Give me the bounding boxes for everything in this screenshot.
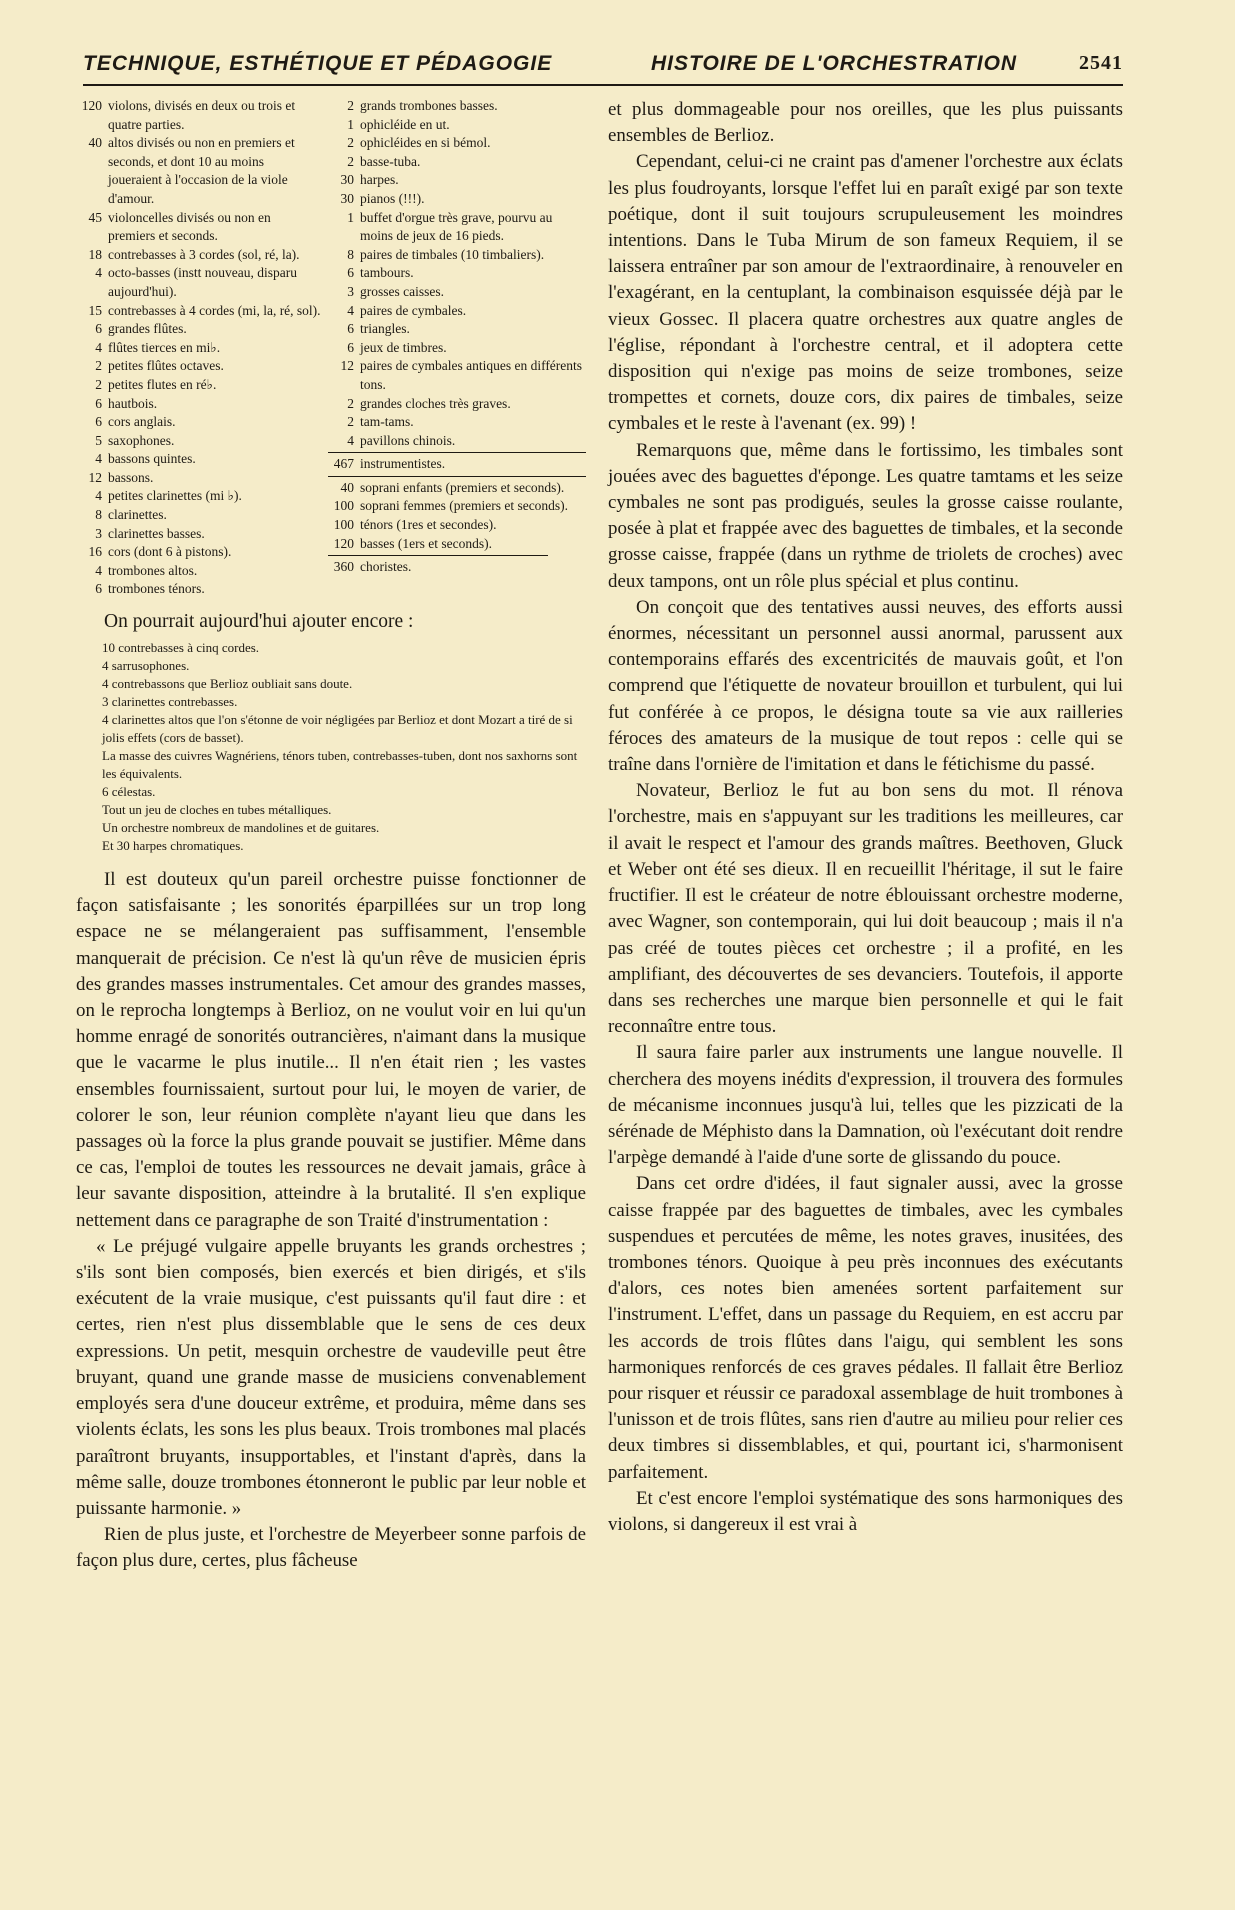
instrument-count: 6 — [347, 321, 354, 337]
instrument-name: grosses caisses. — [360, 283, 444, 299]
instrument-item — [328, 320, 586, 339]
instrument-name: petites flutes en ré♭. — [108, 376, 217, 392]
instrument-list-right — [328, 97, 586, 599]
instrument-name: clarinettes. — [108, 507, 167, 523]
instrument-name: violons, divisés en deux ou trois et quatre parties. — [108, 98, 296, 132]
instrument-item — [328, 153, 586, 172]
instrument-count: 45 — [88, 209, 102, 225]
instrument-item — [76, 525, 321, 544]
instrument-name: triangles. — [360, 321, 410, 337]
choir-total-count: 360 — [333, 559, 354, 575]
instrument-name: grandes cloches très graves. — [360, 395, 511, 411]
addition-item: 3 clarinettes contrebasses. — [102, 694, 238, 710]
left-body-text — [76, 867, 586, 1574]
instrument-name: bassons quintes. — [108, 451, 196, 467]
instrument-name: basses (1ers et seconds). — [360, 535, 492, 551]
choir-total-label: choristes. — [360, 559, 412, 575]
instrument-name: cors anglais. — [108, 414, 176, 430]
instrument-item — [76, 450, 321, 469]
instrument-item — [76, 580, 321, 599]
instrument-name: cors (dont 6 à pistons). — [108, 544, 232, 560]
addition-item: 10 contrebasses à cinq cordes. — [102, 640, 260, 656]
instrument-count: 2 — [95, 358, 102, 374]
instrument-item — [328, 116, 586, 135]
instrument-count: 6 — [95, 395, 102, 411]
instrument-name: flûtes tierces en mi♭. — [108, 339, 221, 355]
instrument-count: 12 — [340, 358, 354, 374]
instrument-item — [328, 264, 586, 283]
instrument-list-left — [76, 97, 321, 599]
instrument-count: 2 — [347, 153, 354, 169]
choir-total — [328, 558, 586, 577]
addition-item: La masse des cuivres Wagnériens, ténors tuben, contrebasses-tuben, dont nos saxhorns sont les équivalents. — [102, 748, 578, 782]
paragraph: « Le préjugé vulgaire appelle bruyants les grands orchestres ; s'ils sont bien composés, bien exercés et bien dirigés, et s'ils exécutent de la vraie musique, c'est puissants qu'il faut dire : et certes, rien n'est plus dissemblable que le sens de ces deux expressions. Un petit, mesquin orchestre de vaudeville peut être bruyant, quand une grande masse de musiciens convenablement employés sera d'une douceur extrême, et produira, même dans ses violents éclats, les sons les plus beaux. Trois trombones mal placés paraîtront bruyants, insupportables, et l'instant d'après, dans la même salle, douze trombones étonneront le public par leur noble et puissante harmonie. » — [76, 1235, 586, 1519]
instrument-count: 2 — [347, 414, 354, 430]
instrument-item — [328, 432, 586, 451]
total-rule — [328, 452, 586, 453]
instrument-item — [76, 562, 321, 581]
instrument-count: 2 — [347, 395, 354, 411]
running-header — [83, 52, 1123, 80]
instrument-item — [328, 339, 586, 358]
instrument-item — [328, 246, 586, 265]
instrument-item — [76, 357, 321, 376]
instrument-item — [328, 97, 586, 116]
instrument-item — [76, 395, 321, 414]
instrument-name: paires de cymbales. — [360, 302, 467, 318]
instrument-name: contrebasses à 4 cordes (mi, la, ré, sol). — [108, 302, 321, 318]
paragraph: Et c'est encore l'emploi systématique des sons harmoniques des violons, si dangereux il est vrai à — [608, 1487, 1123, 1535]
instrument-count: 4 — [347, 432, 354, 448]
total-label: instrumentistes. — [360, 456, 446, 472]
instrument-count: 100 — [333, 517, 354, 533]
instrument-name: altos divisés ou non en premiers et seconds, et dont 10 au moins joueraient à l'occasion de la viole d'amour. — [108, 135, 295, 206]
instrument-item — [76, 134, 321, 208]
instrument-item — [76, 432, 321, 451]
addition-item: 4 contrebassons que Berlioz oubliait sans doute. — [102, 676, 353, 692]
instrument-name: basse-tuba. — [360, 153, 421, 169]
instrument-item — [328, 497, 586, 516]
header-rule — [83, 84, 1123, 86]
instrument-item — [76, 264, 321, 301]
instrument-name: paires de cymbales antiques en différents tons. — [360, 358, 583, 392]
paragraph: Rien de plus juste, et l'orchestre de Meyerbeer sonne parfois de façon plus dure, certes, plus fâcheuse — [76, 1524, 586, 1572]
paragraph: Dans cet ordre d'idées, il faut signaler aussi, avec la grosse caisse frappée par des baguettes de timbales, avec les cymbales suspendues et percutées de même, les notes graves, inusitées, des trombones ténors. Quoique à peu près inconnues des exécutants d'alors, ces notes bien amenées sortent parfaitement sur l'instrument. L'effet, dans un passage du Requiem, en est accru par les accords de trois flûtes dans l'aigu, qui semblent les sons harmoniques renforcés de ces graves pédales. Il fallait être Berlioz pour risquer et réussir ce paradoxal assemblage de huit trombones à l'unisson et de trois flûtes, sans rien d'autre au milieu pour relier ces deux timbres si dissemblables, et qui, pourtant ici, s'harmonisent parfaitement. — [608, 1173, 1123, 1483]
instrument-item — [328, 535, 586, 554]
instrument-count: 4 — [95, 339, 102, 355]
additions-intro: On pourrait aujourd'hui ajouter encore : — [104, 611, 414, 633]
instrument-name: contrebasses à 3 cordes (sol, ré, la). — [108, 246, 300, 262]
paragraph: Cependant, celui-ci ne craint pas d'amener l'orchestre aux éclats les plus foudroyants, lorsque l'effet lui en paraît exigé par son texte poétique, dont il suit toujours scrupuleusement les moindres intentions. Dans le Tuba Mirum de son fameux Requiem, il se laissera entraîner par son amour de l'extraordinaire, à renouveler en l'exagérant, en la centuplant, la combinaison esquissée déjà par le vieux Gossec. Il placera quatre orchestres aux quatre angles de l'église, répondant à l'orchestre central, et il adoptera cette disposition qui n'exige pas moins de seize trombones, seize trompettes et cornets, douze cors, dix paires de timbales, seize cymbales et le reste à l'avenant (ex. 99) ! — [608, 151, 1123, 435]
right-body-text — [608, 97, 1123, 1538]
instrument-count: 12 — [88, 469, 102, 485]
instrument-item — [328, 413, 586, 432]
instrument-name: violoncelles divisés ou non en premiers et seconds. — [108, 209, 271, 244]
total-count: 467 — [333, 456, 354, 472]
instrument-name: clarinettes basses. — [108, 525, 205, 541]
instrument-name: pavillons chinois. — [360, 432, 456, 448]
instrument-item — [76, 209, 321, 246]
instrument-count: 30 — [340, 172, 354, 188]
instrument-item — [328, 395, 586, 414]
instrument-name: soprani enfants (premiers et seconds). — [360, 479, 565, 495]
instrument-name: pianos (!!!). — [360, 190, 425, 206]
instrument-count: 8 — [95, 507, 102, 523]
instrument-item — [76, 469, 321, 488]
instrument-count: 4 — [95, 488, 102, 504]
choir-total-rule — [328, 555, 548, 556]
instrument-name: tambours. — [360, 265, 414, 281]
paragraph: Il saura faire parler aux instruments une langue nouvelle. Il cherchera des moyens inédits d'expression, il trouvera des formules de mécanisme inconnues jusqu'à lui, telles que les pizzicati de la sérénade de Méphisto dans la Damnation, où l'exécutant doit rendre l'arpège demandé à l'aide d'une sorte de glissando du pouce. — [608, 1042, 1123, 1169]
instrument-item — [76, 97, 321, 134]
choir-rule — [328, 476, 586, 477]
addition-item: Et 30 harpes chromatiques. — [102, 838, 244, 854]
instrument-count: 2 — [347, 98, 354, 113]
paragraph: Novateur, Berlioz le fut au bon sens du mot. Il rénova l'orchestre, mais en s'appuyant sur les traditions les meilleures, car il avait le respect et l'amour des grands maîtres. Beethoven, Gluck et Weber ont été ses dieux. Il en recueillit l'héritage, il sut le faire fructifier. Il est le créateur de notre éblouissant orchestre moderne, avec Wagner, son contemporain, qui lui doit beaucoup ; mais il n'a pas créé de toutes pièces cet orchestre ; il a profité, en les amplifiant, des découvertes de ses devanciers. Toutefois, il apporte dans ses recherches une marque bien personnelle et qui le fait reconnaître entre tous. — [608, 780, 1123, 1038]
instrument-count: 6 — [95, 581, 102, 597]
instrument-count: 6 — [95, 414, 102, 430]
instrument-item — [328, 357, 586, 394]
additions-list — [76, 639, 586, 855]
instrument-name: petites flûtes octaves. — [108, 358, 224, 374]
instrument-item — [76, 246, 321, 265]
instrument-name: paires de timbales (10 timbaliers). — [360, 246, 545, 262]
instrument-count: 1 — [347, 116, 354, 132]
instrument-item — [76, 339, 321, 358]
instrument-count: 15 — [88, 302, 102, 318]
addition-item: Un orchestre nombreux de mandolines et de guitares. — [102, 820, 380, 836]
instrument-item — [76, 320, 321, 339]
instrument-count: 6 — [347, 265, 354, 281]
instrument-item — [76, 543, 321, 562]
instrument-count: 3 — [347, 283, 354, 299]
instrument-name: grandes flûtes. — [108, 321, 187, 337]
instrument-count: 1 — [347, 209, 354, 225]
right-column — [608, 97, 1123, 1538]
instrument-count: 40 — [340, 479, 354, 495]
instrument-name: hautbois. — [108, 395, 158, 411]
instrument-count: 2 — [95, 376, 102, 392]
instrument-item — [328, 209, 586, 246]
instrument-name: buffet d'orgue très grave, pourvu au moins de jeux de 16 pieds. — [360, 209, 553, 244]
instrument-count: 4 — [347, 302, 354, 318]
instrument-count: 40 — [88, 135, 102, 151]
instrument-table — [76, 97, 586, 599]
header-left-title: TECHNIQUE, ESTHÉTIQUE ET PÉDAGOGIE — [83, 52, 553, 75]
page-number: 2541 — [1079, 52, 1123, 74]
instrument-name: ophicléide en ut. — [360, 116, 450, 132]
instrument-count: 8 — [347, 246, 354, 262]
instrument-name: jeux de timbres. — [360, 339, 447, 355]
instrument-item — [76, 506, 321, 525]
instrument-name: harpes. — [360, 172, 399, 188]
instrument-item — [328, 516, 586, 535]
instrument-count: 4 — [95, 562, 102, 578]
instrument-count: 6 — [95, 321, 102, 337]
instrument-count: 3 — [95, 525, 102, 541]
instrument-count: 30 — [340, 190, 354, 206]
addition-item: 4 clarinettes altos que l'on s'étonne de voir négligées par Berlioz et dont Mozart a tiré de si jolis effets (cors de basset). — [102, 712, 573, 746]
instrument-name: bassons. — [108, 469, 154, 485]
addition-item: 6 célestas. — [102, 784, 156, 800]
instrument-item — [76, 487, 321, 506]
instrument-item — [328, 134, 586, 153]
instrument-count: 2 — [347, 135, 354, 151]
instrument-item — [328, 171, 586, 190]
instrument-count: 16 — [88, 544, 102, 560]
instrument-count: 120 — [81, 98, 102, 113]
paragraph: Il est douteux qu'un pareil orchestre puisse fonctionner de façon satisfaisante ; les sonorités éparpillées sur un trop long espace ne se mélangeraient pas suffisamment, l'ensemble manquerait de précision. Ce n'est là qu'un rêve de musicien épris des grandes masses instrumentales. Cet amour des grandes masses, on le reprocha longtemps à Berlioz, on ne voulut voir en lui qu'un homme enragé de sonorités outrancières, n'aimant dans la musique que le vacarme le plus inutile... Il n'en était rien ; les vastes ensembles fournissaient, surtout pour lui, le moyen de varier, de colorer le son, leur réunion complète n'ayant lieu que dans les passages où la force la plus grande pouvait se justifier. Même dans ce cas, l'emploi de toutes les ressources ne devait jamais, grâce à leur savante disposition, atteindre à la brutalité. Il s'en explique nettement dans ce paragraphe de son Traité d'instrumentation : — [76, 869, 586, 1231]
instrument-count: 100 — [333, 498, 354, 514]
instrument-name: trombones ténors. — [108, 581, 205, 597]
instrument-item — [328, 302, 586, 321]
instrument-item — [328, 479, 586, 498]
paragraph: On conçoit que des tentatives aussi neuves, des efforts aussi énormes, nécessitant un personnel aussi anormal, parussent aux contemporains effarés des excentricités de mauvais goût, et l'on comprend que l'étiquette de novateur brouillon et turbulent, qui lui fut conférée à ce propos, le désigna toute sa vie aux railleries féroces des amateurs de la musique de tout repos : celle qui se traîne dans l'ornière de l'imitation et dans le fétichisme du passé. — [608, 596, 1123, 776]
instrument-count: 4 — [95, 451, 102, 467]
instrument-total — [328, 455, 586, 474]
addition-item: 4 sarrusophones. — [102, 658, 190, 674]
instrument-count: 120 — [333, 535, 354, 551]
instrument-name: grands trombones basses. — [360, 98, 498, 113]
instrument-count: 18 — [88, 246, 102, 262]
paragraph: et plus dommageable pour nos oreilles, que les plus puissants ensembles de Berlioz. — [608, 99, 1123, 147]
instrument-name: ténors (1res et secondes). — [360, 517, 497, 533]
instrument-name: ophicléides en si bémol. — [360, 135, 491, 151]
instrument-item — [76, 302, 321, 321]
instrument-item — [76, 376, 321, 395]
instrument-item — [76, 413, 321, 432]
instrument-name: saxophones. — [108, 432, 175, 448]
paragraph: Remarquons que, même dans le fortissimo, les timbales sont jouées avec des baguettes d'éponge. Les quatre tamtams et les seize cymbales ne sont pas prodigués, seules la grosse caisse roulante, posée à plat et frappée avec des baguettes de timbales, et la seconde grosse caisse, frappée (dans un rythme de triolets de croches) avec deux tampons, ont un rôle plus spécial et plus continu. — [608, 439, 1123, 592]
instrument-name: trombones altos. — [108, 562, 198, 578]
instrument-name: petites clarinettes (mi ♭). — [108, 488, 242, 504]
header-right-title: HISTOIRE DE L'ORCHESTRATION — [651, 52, 1018, 75]
instrument-name: octo-basses (instt nouveau, disparu aujourd'hui). — [108, 265, 297, 299]
instrument-count: 6 — [347, 339, 354, 355]
addition-item: Tout un jeu de cloches en tubes métalliques. — [102, 802, 332, 818]
instrument-count: 5 — [95, 432, 102, 448]
instrument-name: tam-tams. — [360, 414, 414, 430]
left-column — [76, 97, 586, 1575]
instrument-item — [328, 190, 586, 209]
instrument-item — [328, 283, 586, 302]
instrument-count: 4 — [95, 265, 102, 281]
instrument-name: soprani femmes (premiers et seconds). — [360, 498, 569, 514]
